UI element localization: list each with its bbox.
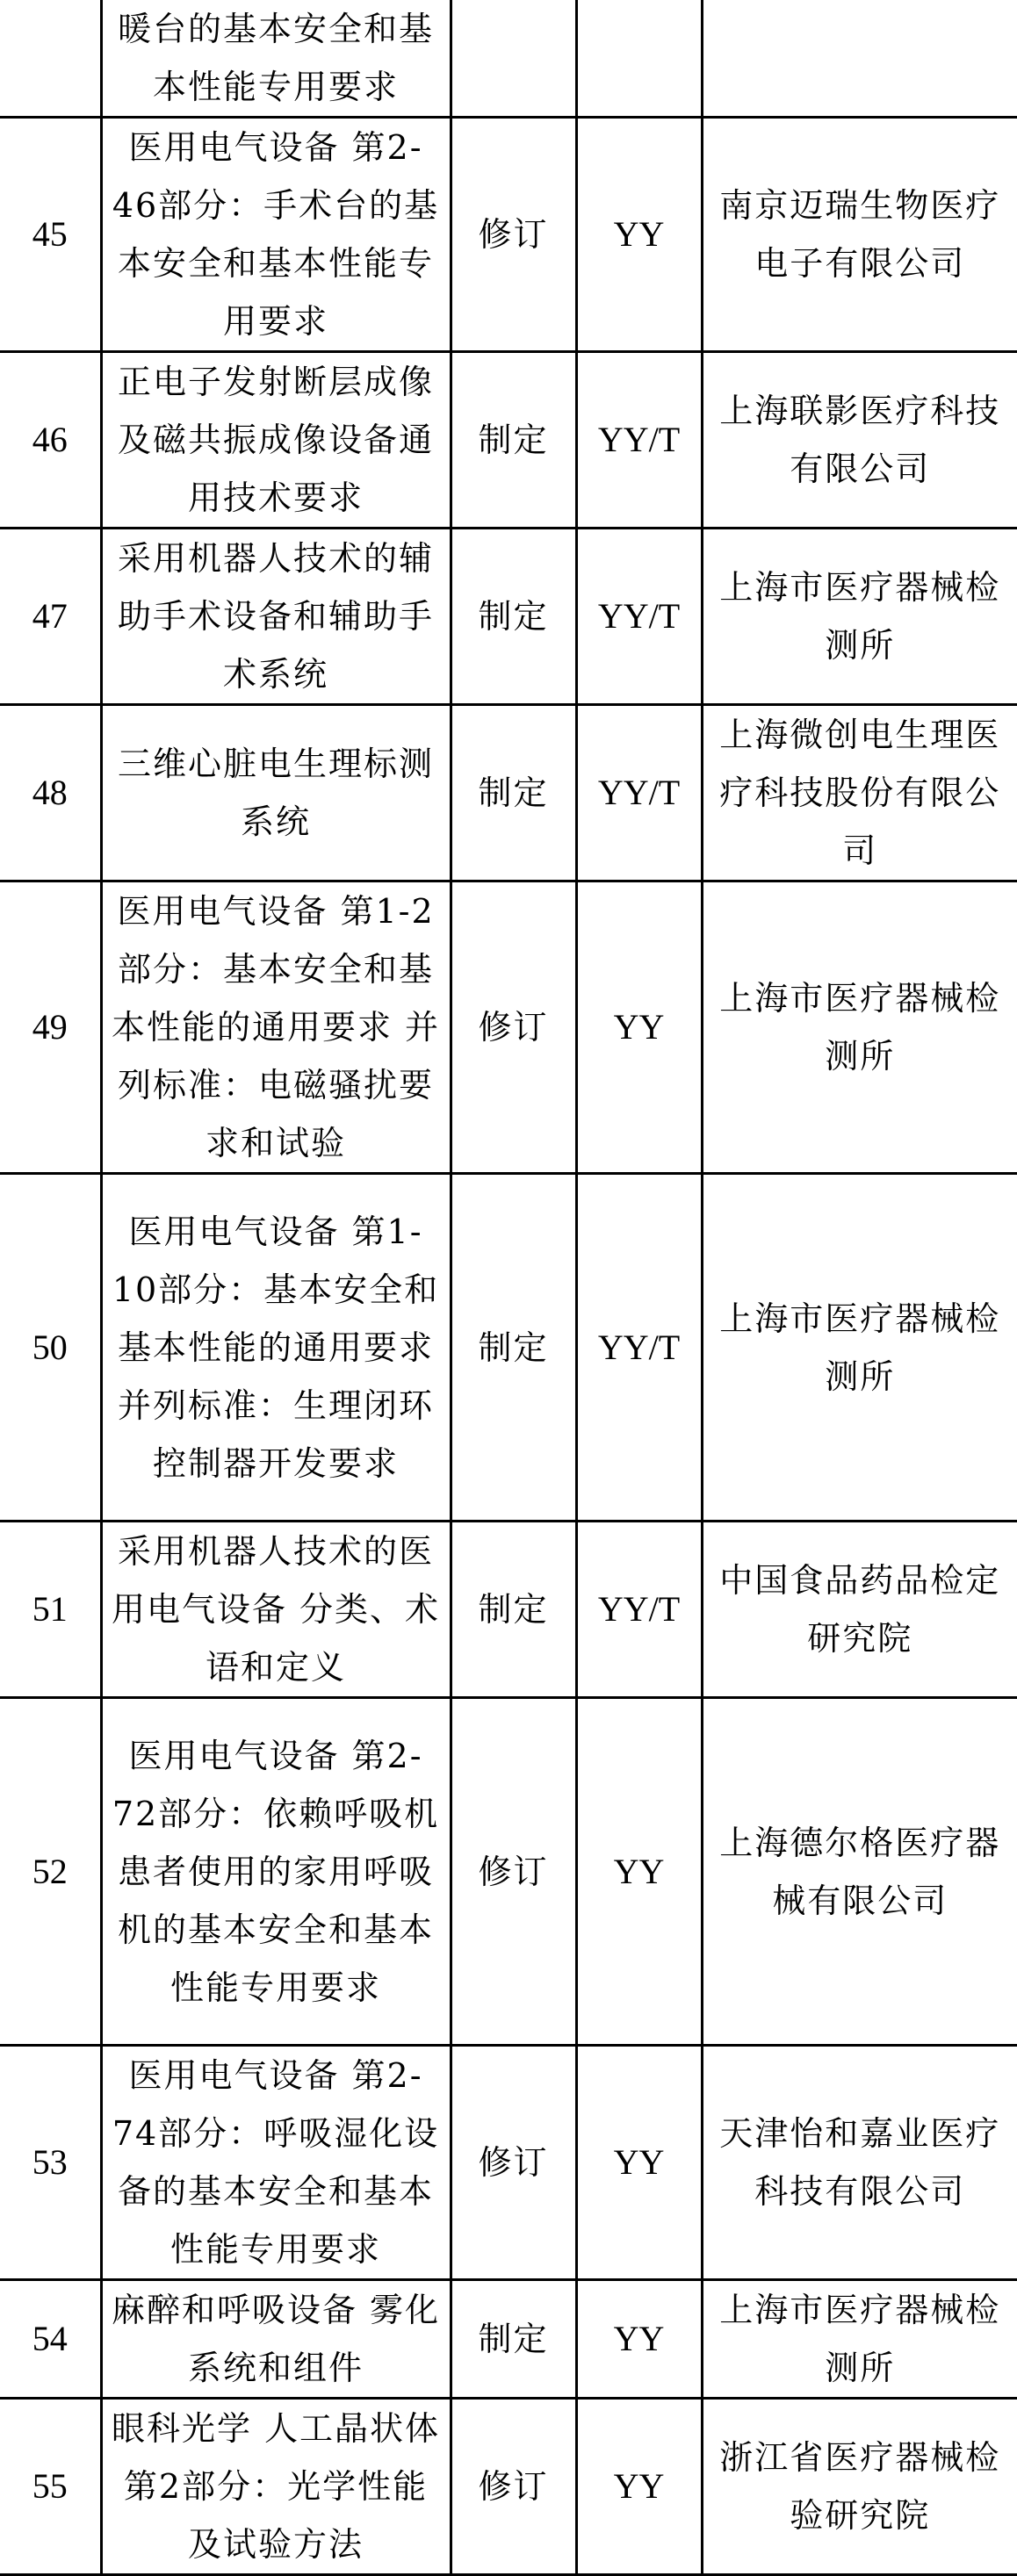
revision-type: 修订 xyxy=(451,881,576,1174)
revision-type: 制定 xyxy=(451,705,576,881)
drafting-organization xyxy=(702,0,1017,118)
revision-type xyxy=(451,0,576,118)
row-number: 50 xyxy=(0,1174,101,1522)
table-row xyxy=(0,1522,1017,1698)
standard-type: YY xyxy=(576,2046,702,2280)
standard-type: YY/T xyxy=(576,1174,702,1522)
table-row xyxy=(0,0,1017,118)
standard-name: 眼科光学 人工晶状体 第2部分：光学性能及试验方法 xyxy=(101,2399,451,2575)
row-number: 46 xyxy=(0,352,101,529)
revision-type: 制定 xyxy=(451,2280,576,2399)
drafting-organization: 上海市医疗器械检测所 xyxy=(702,1174,1017,1522)
table-row xyxy=(0,881,1017,1174)
row-number: 52 xyxy=(0,1698,101,2046)
revision-type: 修订 xyxy=(451,1698,576,2046)
row-number: 45 xyxy=(0,118,101,352)
standard-type: YY xyxy=(576,2399,702,2575)
revision-type: 制定 xyxy=(451,1522,576,1698)
drafting-organization: 上海市医疗器械检测所 xyxy=(702,881,1017,1174)
drafting-organization: 上海德尔格医疗器械有限公司 xyxy=(702,1698,1017,2046)
row-number: 48 xyxy=(0,705,101,881)
standard-type: YY xyxy=(576,2280,702,2399)
table-row xyxy=(0,1698,1017,2046)
standard-name: 医用电气设备 第1-2部分：基本安全和基本性能的通用要求 并列标准：电磁骚扰要求和试验 xyxy=(101,881,451,1174)
row-number xyxy=(0,0,101,118)
standard-type: YY/T xyxy=(576,529,702,705)
drafting-organization: 南京迈瑞生物医疗电子有限公司 xyxy=(702,118,1017,352)
revision-type: 制定 xyxy=(451,1174,576,1522)
standard-name: 医用电气设备 第2-74部分：呼吸湿化设备的基本安全和基本性能专用要求 xyxy=(101,2046,451,2280)
standard-type: YY/T xyxy=(576,705,702,881)
standard-name: 医用电气设备 第2-72部分：依赖呼吸机患者使用的家用呼吸机的基本安全和基本性能专用要求 xyxy=(101,1698,451,2046)
standard-type: YY xyxy=(576,881,702,1174)
standard-name: 医用电气设备 第2-46部分：手术台的基本安全和基本性能专用要求 xyxy=(101,118,451,352)
table-row xyxy=(0,529,1017,705)
standard-name: 医用电气设备 第1-10部分：基本安全和基本性能的通用要求 并列标准：生理闭环控制器开发要求 xyxy=(101,1174,451,1522)
table-row xyxy=(0,2399,1017,2575)
standard-type: YY/T xyxy=(576,1522,702,1698)
row-number: 51 xyxy=(0,1522,101,1698)
drafting-organization: 上海微创电生理医疗科技股份有限公司 xyxy=(702,705,1017,881)
standard-name: 三维心脏电生理标测系统 xyxy=(101,705,451,881)
table-row xyxy=(0,2046,1017,2280)
revision-type: 制定 xyxy=(451,352,576,529)
standard-type: YY xyxy=(576,1698,702,2046)
revision-type: 修订 xyxy=(451,2399,576,2575)
standard-type: YY/T xyxy=(576,352,702,529)
drafting-organization: 天津怡和嘉业医疗科技有限公司 xyxy=(702,2046,1017,2280)
standard-name: 暖台的基本安全和基本性能专用要求 xyxy=(101,0,451,118)
revision-type: 修订 xyxy=(451,2046,576,2280)
row-number: 55 xyxy=(0,2399,101,2575)
standard-name: 采用机器人技术的医用电气设备 分类、术语和定义 xyxy=(101,1522,451,1698)
revision-type: 修订 xyxy=(451,118,576,352)
drafting-organization: 浙江省医疗器械检验研究院 xyxy=(702,2399,1017,2575)
table-row xyxy=(0,2280,1017,2399)
standard-type: YY xyxy=(576,118,702,352)
standard-name: 麻醉和呼吸设备 雾化系统和组件 xyxy=(101,2280,451,2399)
table-row xyxy=(0,118,1017,352)
table-row xyxy=(0,705,1017,881)
drafting-organization: 中国食品药品检定研究院 xyxy=(702,1522,1017,1698)
row-number: 53 xyxy=(0,2046,101,2280)
row-number: 54 xyxy=(0,2280,101,2399)
revision-type: 制定 xyxy=(451,529,576,705)
row-number: 49 xyxy=(0,881,101,1174)
table-row xyxy=(0,352,1017,529)
table-row xyxy=(0,1174,1017,1522)
drafting-organization: 上海联影医疗科技有限公司 xyxy=(702,352,1017,529)
drafting-organization: 上海市医疗器械检测所 xyxy=(702,2280,1017,2399)
row-number: 47 xyxy=(0,529,101,705)
standard-name: 正电子发射断层成像及磁共振成像设备通用技术要求 xyxy=(101,352,451,529)
drafting-organization: 上海市医疗器械检测所 xyxy=(702,529,1017,705)
standard-type xyxy=(576,0,702,118)
standard-name: 采用机器人技术的辅助手术设备和辅助手术系统 xyxy=(101,529,451,705)
